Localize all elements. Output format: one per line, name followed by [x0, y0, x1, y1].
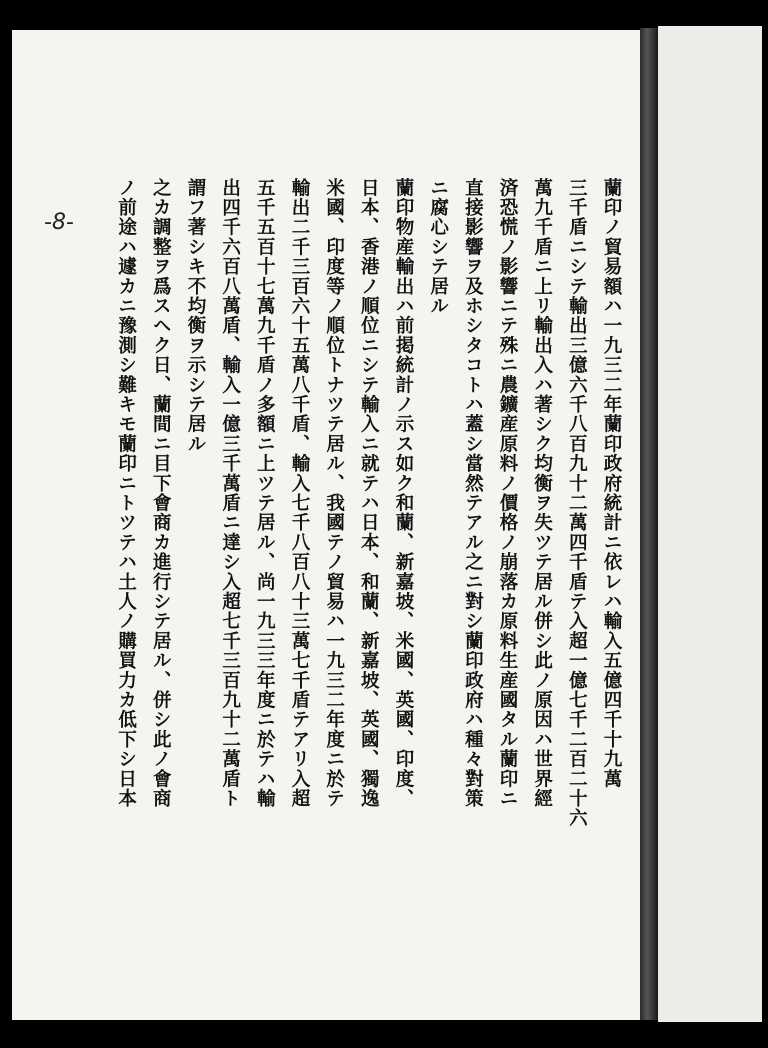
text-column: 萬九千盾ニ上リ輸出入ハ著シク均衡ヲ失ツテ居ル併シ此ノ原因ハ世界經: [531, 178, 553, 809]
text-column: 之カ調整ヲ爲スヘク日、蘭間ニ目下會商カ進行シテ居ル、併シ此ノ會商: [150, 178, 172, 809]
text-column: ノ前途ハ遽カニ豫測シ難キモ蘭印ニトツテハ土人ノ購買力カ低下シ日本: [115, 178, 137, 809]
text-column: 蘭印ノ貿易額ハ一九三二年蘭印政府統計ニ依レハ輸入五億四千十九萬: [601, 178, 622, 789]
text-column: 五千五百十七萬九千盾ノ多額ニ上ツテ居ル、尚一九三三年度ニ於テハ輸: [254, 178, 276, 809]
text-column: 出四千六百八萬盾、輸入一億三千萬盾ニ達シ入超七千三百九十二萬盾ト: [219, 178, 241, 809]
vertical-text-block: [100, 178, 620, 998]
text-column: 蘭印物産輸出ハ前掲統計ノ示ス如ク和蘭、新嘉坡、米國、英國、印度、: [392, 178, 414, 809]
text-column: 三千盾ニシテ輸出三億六千八百九十二萬四千盾テ入超一億七千二百二十六: [566, 178, 588, 829]
text-column: ニ腐心シテ居ル: [427, 178, 449, 316]
text-column: 日本、香港ノ順位ニシテ輸入ニ就テハ日本、和蘭、新嘉坡、英國、獨逸: [358, 178, 380, 809]
text-column: 直接影響ヲ及ホシタコトハ蓋シ當然テアル之ニ對シ蘭印政府ハ種々對策: [462, 178, 484, 809]
book-cover-edge: [658, 26, 762, 1022]
book-spine: [640, 28, 658, 1020]
text-column: 謂フ著シキ不均衡ヲ示シテ居ル: [184, 178, 206, 454]
text-column: 済恐慌ノ影響ニテ殊ニ農鑛産原料ノ價格ノ崩落カ原料生産國タル蘭印ニ: [496, 178, 518, 809]
text-column: 輸出二千三百六十五萬八千盾、輸入七千八百八十三萬七千盾テアリ入超: [288, 178, 310, 809]
page-number: -8-: [44, 210, 74, 235]
text-column: 米國、印度等ノ順位トナツテ居ル、我國テノ貿易ハ一九三二年度ニ於テ: [323, 178, 345, 809]
